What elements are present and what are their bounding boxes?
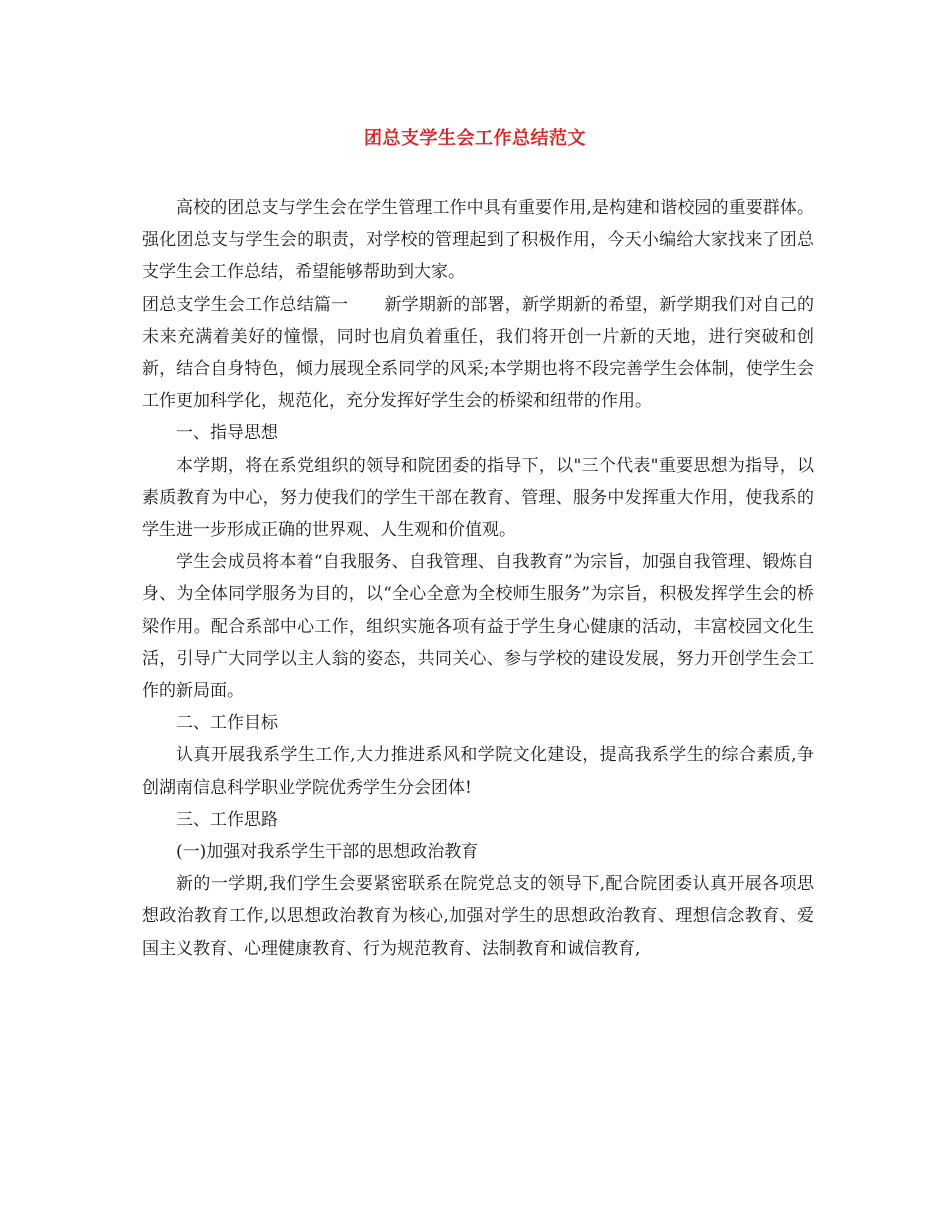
intro-paragraph: 高校的团总支与学生会在学生管理工作中具有重要作用,是构建和谐校园的重要群体。强化团总支与学生会的职责，对学校的管理起到了积极作用，今天小编给大家找来了团总支学生会工作总结，希望能够帮助到大家。: [142, 198, 814, 283]
section-one-label: 团总支学生会工作总结篇一: [142, 294, 349, 315]
political-education-paragraph: 新的一学期,我们学生会要紧密联系在院党总支的领导下,配合院团委认真开展各项思想政治教育工作,以思想政治教育为核心,加强对学生的思想政治教育、理想信念教育、爱国主义教育、心理健康教育、行为规范教育、法制教育和诚信教育,: [142, 874, 814, 959]
heading-work-approach: 三、工作思路: [176, 809, 278, 830]
guiding-thought-paragraph: 本学期，将在系党组织的领导和院团委的指导下，以"三个代表"重要思想为指导，以素质教育为中心，努力使我们的学生干部在教育、管理、服务中发挥重大作用，使我系的学生进一步形成正确的世界观、人生观和价值观。: [142, 455, 814, 541]
section-one-paragraph: [142, 289, 814, 418]
work-goals-paragraph: 认真开展我系学生工作,大力推进系风和学院文化建设，提高我系学生的综合素质,争创湖南信息科学职业学院优秀学生分会团体!: [142, 745, 814, 798]
section-one-text: 新学期新的部署，新学期新的希望，新学期我们对自己的未来充满着美好的憧憬，同时也肩负着重任，我们将开创一片新的天地，进行突破和创新，结合自身特色，倾力展现全系同学的风采;本学期也将不段完善学生会体制，使学生会工作更加科学化，规范化，充分发挥好学生会的桥梁和纽带的作用。: [142, 294, 815, 412]
student-union-purpose-paragraph: 学生会成员将本着“自我服务、自我管理、自我教育”为宗旨，加强自我管理、锻炼自身、为全体同学服务为目的，以“全心全意为全校师生服务”为宗旨，积极发挥学生会的桥梁作用。配合系部中心工作，组织实施各项有益于学生身心健康的活动，丰富校园文化生活，引导广大同学以主人翁的姿态，共同关心、参与学校的建设发展，努力开创学生会工作的新局面。: [142, 552, 814, 702]
heading-work-goals: 二、工作目标: [176, 713, 278, 734]
document-body: [142, 192, 814, 965]
document-title: 团总支学生会工作总结范文: [364, 128, 586, 149]
subheading-political-education: (一)加强对我系学生干部的思想政治教育: [176, 842, 479, 863]
heading-guiding-thought: 一、指导思想: [176, 423, 278, 444]
